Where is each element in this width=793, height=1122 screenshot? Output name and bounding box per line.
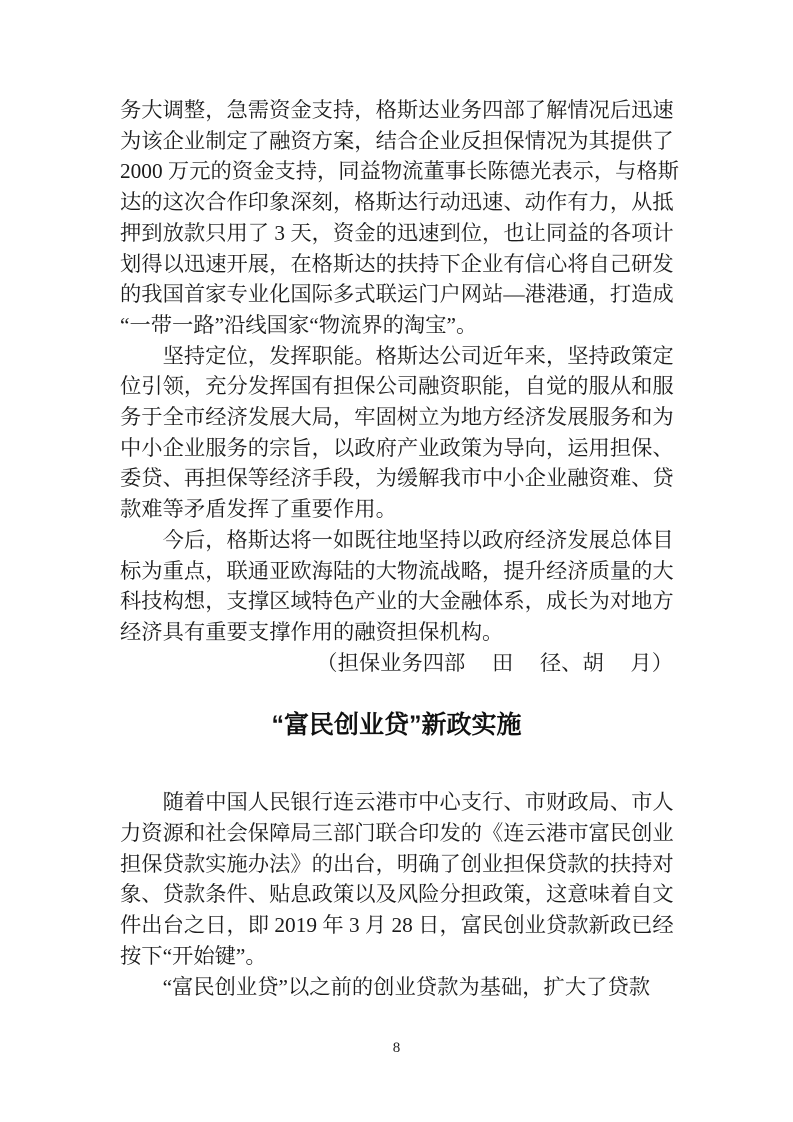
text-line: 委贷、再担保等经济手段，为缓解我市中小企业融资难、贷 [120, 466, 674, 491]
text-line: “富民创业贷”以之前的创业贷款为基础，扩大了贷款 [162, 974, 651, 999]
paragraph-future-outlook [120, 525, 673, 648]
paragraph-policy-intro [120, 787, 673, 971]
paragraph-position-role [120, 341, 673, 525]
text-line: 随着中国人民银行连云港市中心支行、市财政局、市人 [162, 790, 674, 815]
text-line: 坚持定位，发挥职能。格斯达公司近年来，坚持政策定 [162, 343, 674, 368]
text-line: 划得以迅速开展，在格斯达的扶持下企业有信心将自己研发 [120, 251, 674, 276]
text-line: 象、贷款条件、贴息政策以及风险分担政策，这意味着自文 [120, 882, 674, 907]
text-line: 今后，格斯达将一如既往地坚持以政府经济发展总体目 [162, 527, 674, 552]
text-line: 务大调整，急需资金支持，格斯达业务四部了解情况后迅速 [120, 98, 674, 122]
page-number: 8 [392, 1040, 401, 1056]
text-line: 科技构想，支撑区域特色产业的大金融体系，成长为对地方 [120, 589, 674, 614]
text-line: 务于全市经济发展大局，牢固树立为地方经济发展服务和为 [120, 405, 674, 430]
text-line: 的我国首家专业化国际多式联运门户网站—港港通，打造成 [120, 282, 674, 307]
text-line: 2000 万元的资金支持，同益物流董事长陈德光表示，与格斯 [120, 159, 680, 184]
text-line: 件出台之日，即 2019 年 3 月 28 日，富民创业贷款新政已经 [120, 913, 674, 938]
text-line: 经济具有重要支撑作用的融资担保机构。 [120, 619, 504, 644]
text-line: 中小企业服务的宗旨，以政府产业政策为导向，运用担保、 [120, 435, 674, 460]
text-line: 款难等矛盾发挥了重要作用。 [120, 497, 397, 522]
text-line: 押到放款只用了 3 天，资金的迅速到位，也让同益的各项计 [120, 220, 674, 245]
text-block [120, 95, 680, 1002]
article-heading: “富民创业贷”新政实施 [271, 711, 522, 740]
text-line: “一带一路”沿线国家“物流界的淘宝”。 [120, 312, 478, 337]
paragraph-continuation [120, 95, 680, 341]
text-line: 力资源和社会保障局三部门联合印发的《连云港市富民创业 [120, 821, 674, 846]
text-line: 按下“开始键”。 [120, 943, 267, 968]
text-line: 标为重点，联通亚欧海陆的大物流战略，提升经济质量的大 [120, 558, 674, 583]
text-line: 位引领，充分发挥国有担保公司融资职能，自觉的服从和服 [120, 374, 674, 399]
text-line: 达的这次合作印象深刻，格斯达行动迅速、动作有力，从抵 [120, 190, 674, 215]
text-line: 担保贷款实施办法》的出台，明确了创业担保贷款的扶持对 [120, 851, 674, 876]
text-line: 为该企业制定了融资方案，结合企业反担保情况为其提供了 [120, 128, 674, 153]
paragraph-loan-basis [120, 972, 673, 1003]
attribution-line: （担保业务四部 田 径、胡 月） [316, 650, 673, 675]
